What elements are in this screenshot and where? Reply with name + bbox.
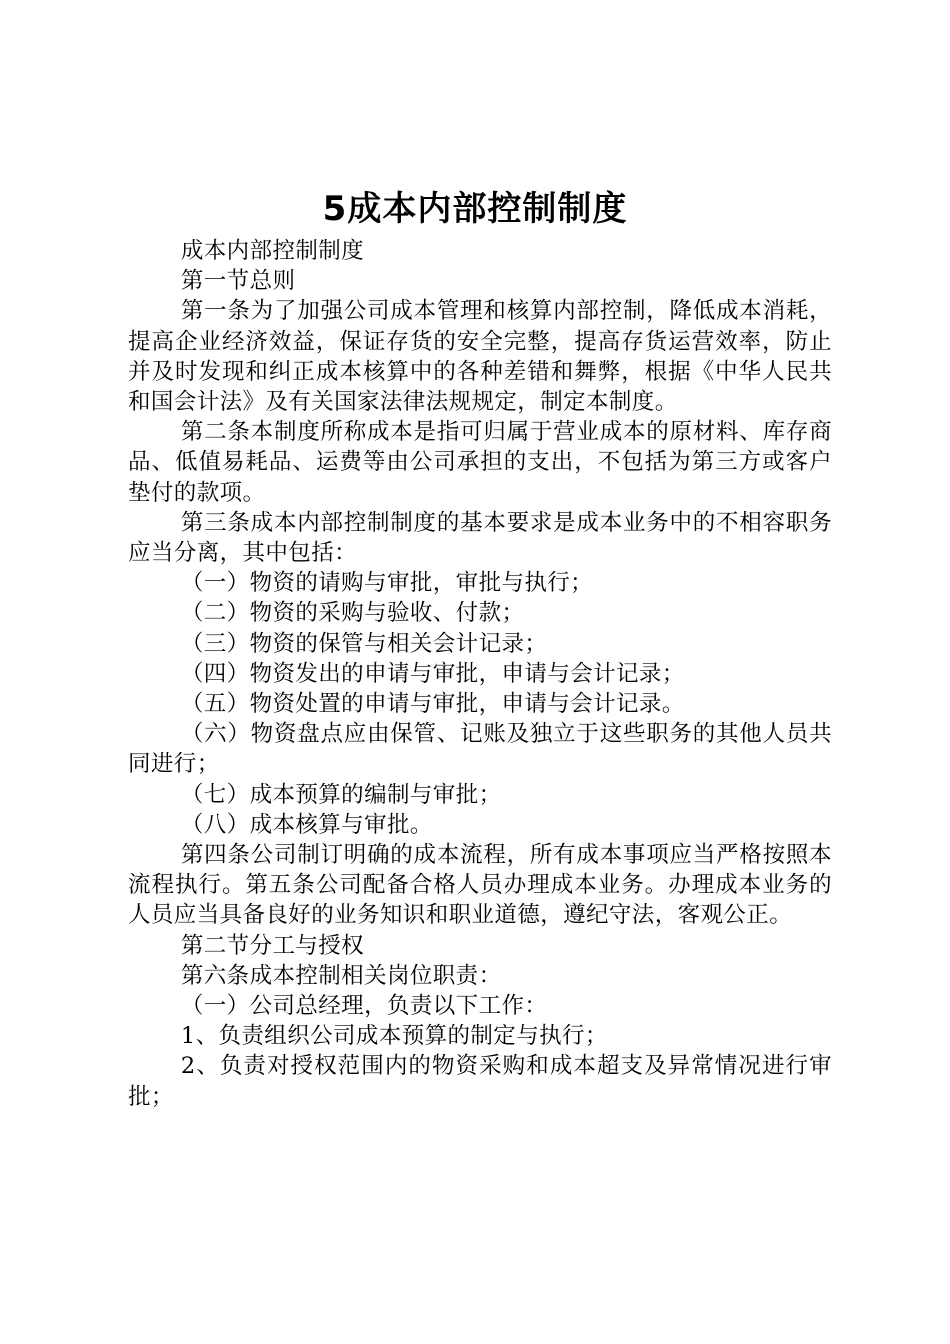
list-item: （七）成本预算的编制与审批； xyxy=(180,781,502,808)
list-item: （二）物资的采购与验收、付款； xyxy=(180,600,525,627)
list-item: （八）成本核算与审批。 xyxy=(180,811,433,838)
section-heading-1: 第一节总则 xyxy=(180,268,296,295)
article-2: 第二条本制度所称成本是指可归属于营业成本的原材料、库存商品、低值易耗品、运费等由公司承担的支出，不包括为第三方或客户垫付的款项。 xyxy=(128,419,832,506)
article-4-5: 第四条公司制订明确的成本流程，所有成本事项应当严格按照本流程执行。第五条公司配备合格人员办理成本业务。办理成本业务的人员应当具备良好的业务知识和职业道德，遵纪守法，客观公正。 xyxy=(128,842,832,929)
article-1: 第一条为了加强公司成本管理和核算内部控制，降低成本消耗，提高企业经济效益，保证存货的安全完整，提高存货运营效率，防止并及时发现和纠正成本核算中的各种差错和舞弊，根据《中华人民共和国会计法》及有关国家法律法规规定，制定本制度。 xyxy=(128,298,832,416)
article-3: 第三条成本内部控制制度的基本要求是成本业务中的不相容职务应当分离，其中包括： xyxy=(128,509,832,567)
list-item: 1、负责组织公司成本预算的制定与执行； xyxy=(180,1023,608,1050)
document-body xyxy=(128,236,832,1112)
list-item: （六）物资盘点应由保管、记账及独立于这些职务的其他人员共同进行； xyxy=(128,721,832,778)
list-item: （四）物资发出的申请与审批，申请与会计记录； xyxy=(180,660,685,687)
list-item: （三）物资的保管与相关会计记录； xyxy=(180,630,548,657)
list-item: （一）公司总经理，负责以下工作： xyxy=(180,993,548,1020)
section-heading-2: 第二节分工与授权 xyxy=(180,932,365,959)
list-item: 2、负责对授权范围内的物资采购和成本超支及异常情况进行审批； xyxy=(128,1053,832,1110)
article-6: 第六条成本控制相关岗位职责： xyxy=(180,962,502,989)
list-item: （五）物资处置的申请与审批，申请与会计记录。 xyxy=(180,691,685,718)
document-title: 5成本内部控制制度 xyxy=(322,189,628,229)
paragraph-subtitle: 成本内部控制制度 xyxy=(180,238,365,264)
list-item: （一）物资的请购与审批，审批与执行； xyxy=(180,570,594,597)
